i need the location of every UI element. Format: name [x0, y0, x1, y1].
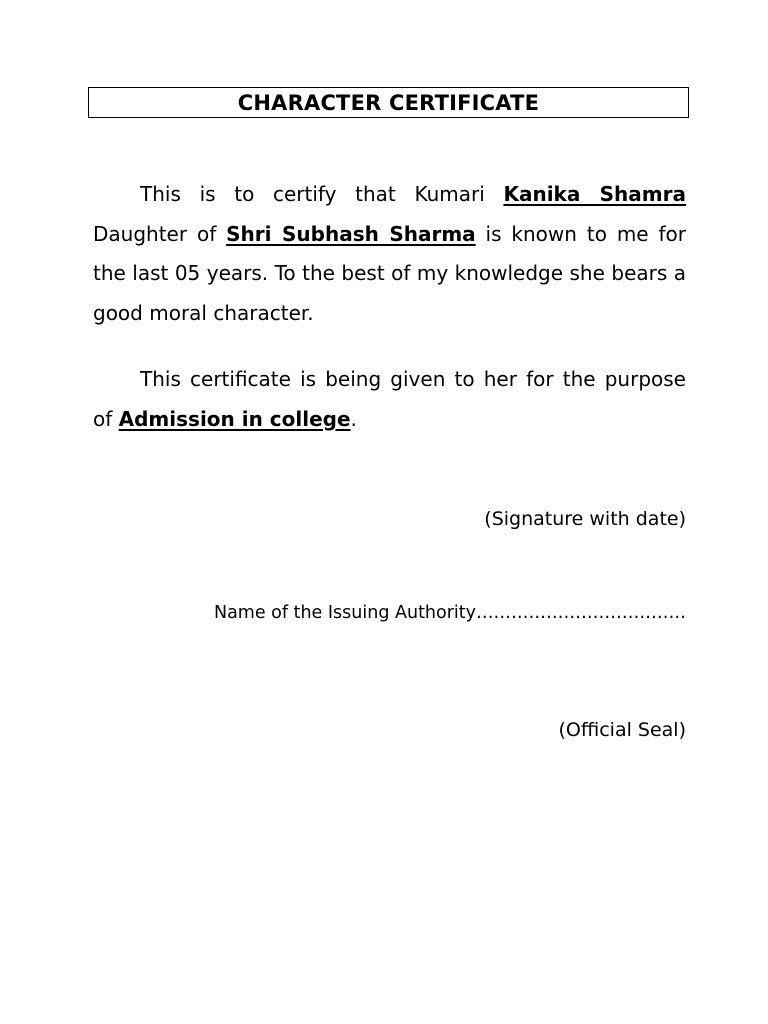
official-seal-line: (Official Seal)	[558, 719, 686, 741]
purpose-text: Admission in college	[118, 406, 351, 431]
title-box	[88, 87, 689, 118]
candidate-name: Kanika Shamra	[503, 182, 686, 206]
para2-text-1: This certificate is being given to her for the purpose of	[93, 367, 686, 431]
certification-paragraph	[93, 175, 686, 333]
para1-text-2: Daughter of	[93, 221, 227, 246]
signature-line: (Signature with date)	[484, 508, 686, 530]
document-title: CHARACTER CERTIFICATE	[237, 90, 540, 115]
para1-text-1: This is to certify that Kumari	[140, 182, 504, 206]
purpose-paragraph	[93, 360, 686, 439]
para1-text-3: is known to me for the last 05 years. To the best of my knowledge she bears a good moral character.	[93, 221, 686, 325]
father-name: Shri Subhash Sharma	[226, 221, 476, 246]
issuing-authority-line: Name of the Issuing Authority………………………………	[213, 603, 686, 623]
para2-text-2: .	[350, 406, 357, 431]
